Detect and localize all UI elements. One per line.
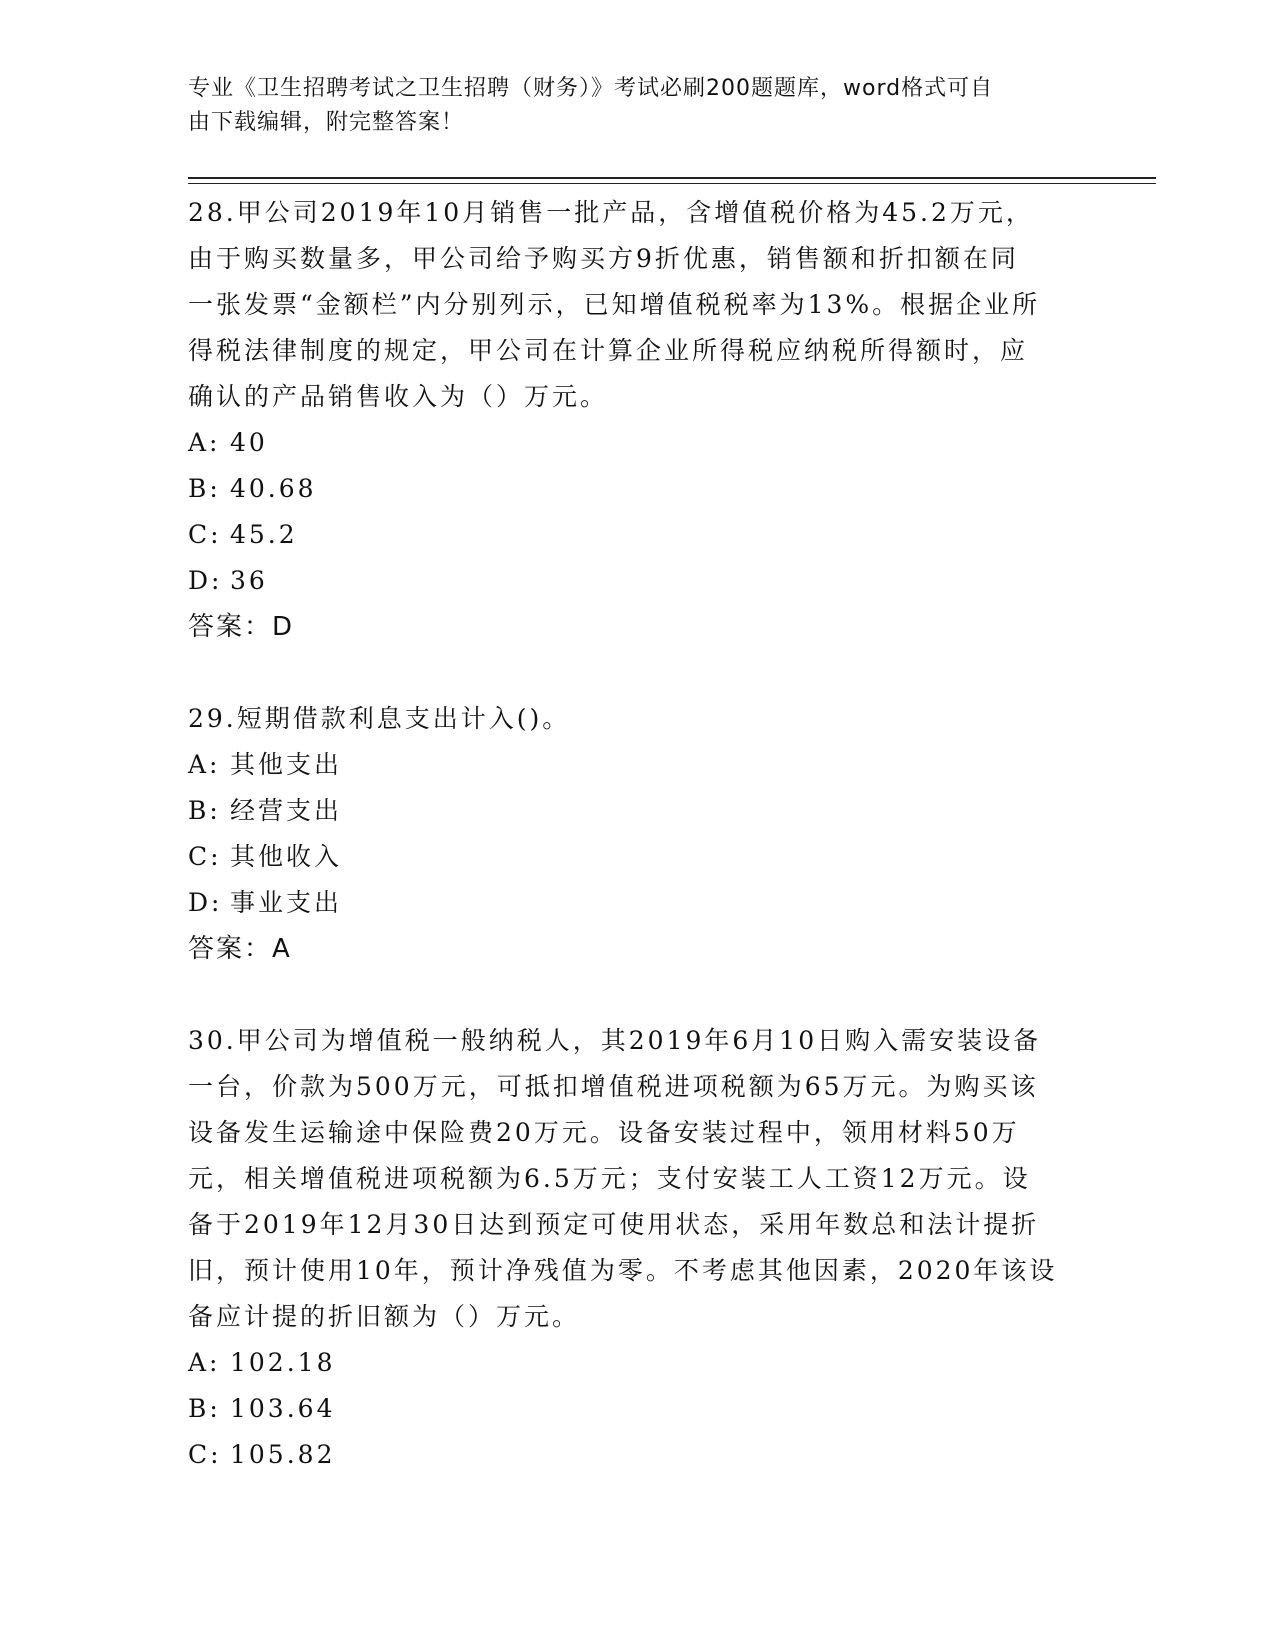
option-d (188, 880, 1088, 926)
stem-line: 设备发生运输途中保险费20万元。设备安装过程中，领用材料50万 (188, 1118, 1020, 1147)
option-letter: B: (188, 796, 221, 825)
stem-line: 备应计提的折旧额为（）万元。 (188, 1302, 581, 1331)
question-spacer (188, 650, 1088, 696)
stem-line: 由于购买数量多，甲公司给予购买方9折优惠，销售额和折扣额在同 (188, 244, 1019, 273)
option-text: 103.64 (230, 1394, 336, 1423)
option-text: 其他收入 (230, 842, 343, 871)
option-text: 事业支出 (230, 888, 343, 917)
option-letter: A: (188, 428, 221, 457)
answer-label: 答案：A (188, 934, 292, 964)
option-letter: B: (188, 1394, 221, 1423)
option-c (188, 1432, 1088, 1478)
question-stem (188, 696, 1088, 742)
header-line-1: 专业《卫生招聘考试之卫生招聘（财务）》考试必刷200题题库，word格式可自 (188, 76, 994, 101)
stem-line: 一张发票“金额栏”内分别列示，已知增值税税率为13%。根据企业所 (188, 290, 1041, 319)
option-d (188, 558, 1088, 604)
question-28 (188, 190, 1088, 650)
question-29 (188, 696, 1088, 972)
option-a (188, 742, 1088, 788)
stem-line: 28.甲公司2019年10月销售一批产品，含增值税价格为45.2万元， (188, 198, 1034, 227)
option-c (188, 512, 1088, 558)
question-stem (188, 190, 1088, 420)
stem-line: 旧，预计使用10年，预计净残值为零。不考虑其他因素，2020年该设 (188, 1256, 1058, 1285)
header-divider-thin (188, 183, 1156, 184)
question-30 (188, 1018, 1088, 1478)
option-b (188, 1386, 1088, 1432)
option-letter: D: (188, 888, 223, 917)
option-letter: C: (188, 842, 222, 871)
stem-line: 备于2019年12月30日达到预定可使用状态，采用年数总和法计提折 (188, 1210, 1040, 1239)
option-b (188, 788, 1088, 834)
answer-label: 答案：D (188, 612, 295, 642)
option-text: 40 (230, 428, 268, 457)
header-divider-thick (188, 177, 1156, 179)
question-stem (188, 1018, 1088, 1340)
option-text: 经营支出 (230, 796, 343, 825)
stem-line: 一台，价款为500万元，可抵扣增值税进项税额为65万元。为购买该 (188, 1072, 1039, 1101)
stem-line: 30.甲公司为增值税一般纳税人，其2019年6月10日购入需安装设备 (188, 1026, 1042, 1055)
option-a (188, 420, 1088, 466)
question-list (188, 190, 1088, 1478)
option-text: 102.18 (230, 1348, 336, 1377)
stem-line: 得税法律制度的规定，甲公司在计算企业所得税应纳税所得额时，应 (188, 336, 1029, 365)
option-text: 36 (230, 566, 268, 595)
option-letter: B: (188, 474, 221, 503)
stem-line: 确认的产品销售收入为（）万元。 (188, 382, 609, 411)
option-c (188, 834, 1088, 880)
option-text: 其他支出 (230, 750, 343, 779)
document-header (188, 72, 1088, 140)
header-line-2: 由下载编辑，附完整答案！ (188, 110, 465, 135)
option-text: 45.2 (230, 520, 298, 549)
stem-line: 29.短期借款利息支出计入()。 (188, 704, 571, 733)
option-letter: C: (188, 1440, 222, 1469)
option-a (188, 1340, 1088, 1386)
option-letter: D: (188, 566, 223, 595)
option-letter: A: (188, 1348, 221, 1377)
option-letter: A: (188, 750, 221, 779)
option-text: 40.68 (230, 474, 317, 503)
option-text: 105.82 (230, 1440, 336, 1469)
option-letter: C: (188, 520, 222, 549)
stem-line: 元，相关增值税进项税额为6.5万元；支付安装工人工资12万元。设 (188, 1164, 1031, 1193)
question-spacer (188, 972, 1088, 1018)
option-b (188, 466, 1088, 512)
